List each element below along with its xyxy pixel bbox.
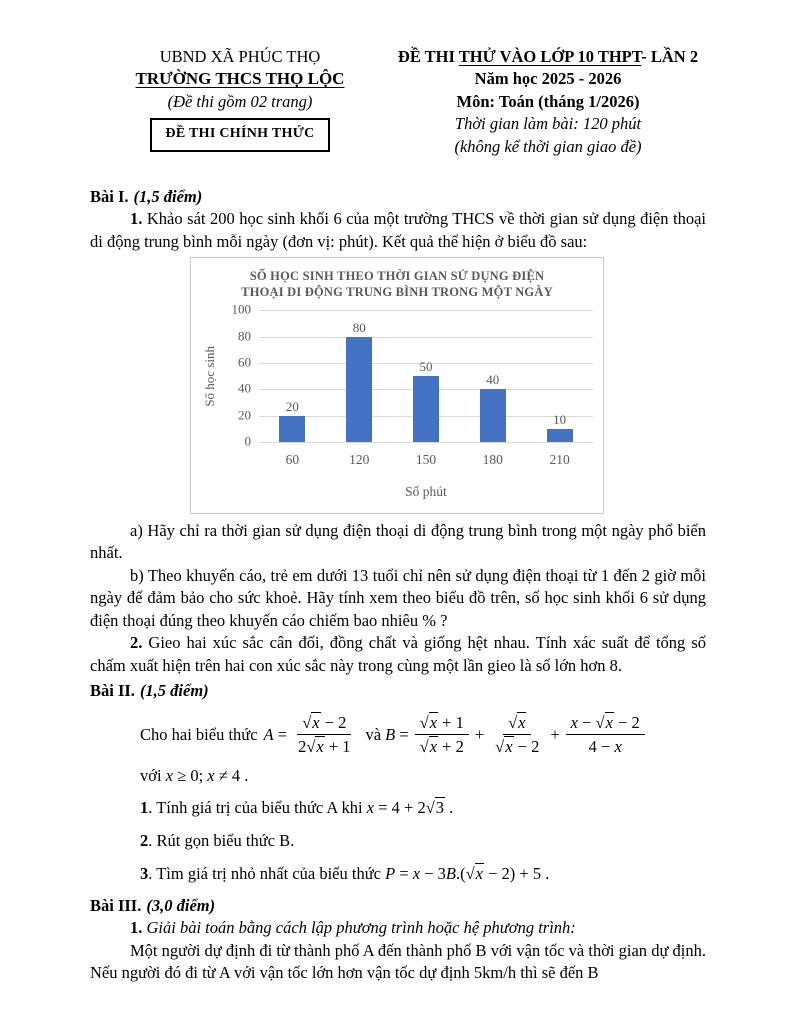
- expr-b-f3-denominator: 4 − x: [588, 737, 622, 757]
- bai2-item-3-post: .: [541, 863, 550, 883]
- x-tick-label: 60: [285, 452, 300, 468]
- bai2-expressions-row: [140, 712, 706, 757]
- bai1-q2-paragraph: [90, 632, 706, 677]
- chart-title-line1: SỐ HỌC SINH THEO THỜI GIAN SỬ DỤNG ĐIỆN: [249, 269, 545, 284]
- chart-grid: [201, 301, 593, 505]
- y-tick-label: 0: [244, 433, 251, 449]
- chart-yticks: [219, 301, 259, 449]
- bai2-item-1-text: . Tính giá trị của biểu thức A khi: [148, 797, 367, 817]
- x-tick-label: 120: [349, 452, 370, 468]
- expr-a-denominator: 2√x + 1: [298, 737, 351, 757]
- y-tick-label: 100: [231, 301, 251, 317]
- bai2-item-2-number: 2: [140, 830, 149, 850]
- bar-group: [459, 310, 526, 442]
- org-name: UBND XÃ PHÚC THỌ: [159, 47, 321, 66]
- bai3-heading: [90, 895, 706, 917]
- bai1-q1-text: Khảo sát 200 học sinh khối 6 của một trường THCS về thời gian sử dụng điện thoại di động trung bình mỗi ngày (đơn vị: phút). Kết quả thể hiện ở biểu đồ sau:: [90, 209, 706, 251]
- plus-operator: +: [550, 724, 560, 744]
- expr-b-lhs: B =: [385, 724, 409, 744]
- bai1-heading-label: Bài I.: [90, 187, 129, 207]
- duration-note: (không kể thời gian giao đề): [454, 136, 642, 156]
- pages-note: (Đề thi gồm 02 trang): [167, 91, 313, 111]
- plus-operator: +: [474, 724, 485, 744]
- duration: Thời gian làm bài: 120 phút: [454, 114, 642, 134]
- y-tick-label: 20: [238, 407, 251, 423]
- bai3-heading-label: Bài III.: [90, 895, 142, 915]
- expr-a-fraction: [293, 712, 355, 757]
- bar-group: [393, 310, 460, 442]
- bai1-q1-paragraph: [90, 208, 706, 253]
- exam-title-post: - LẦN 2: [641, 47, 699, 66]
- bai2-heading-label: Bài II.: [90, 680, 135, 700]
- bar: [346, 337, 372, 443]
- chart-y-axis-title: Số học sinh: [201, 345, 217, 407]
- expr-b-f2-denominator: √x − 2: [495, 737, 540, 757]
- gridline: [259, 442, 593, 443]
- exam-title: [390, 46, 706, 68]
- exam-title-pre: ĐỀ THI: [397, 47, 459, 66]
- chart-title: [201, 268, 593, 300]
- school-name: TRƯỜNG THCS THỌ LỘC: [135, 69, 345, 89]
- bai2-item-2-text: . Rút gọn biểu thức B.: [148, 830, 295, 850]
- y-tick-label: 80: [238, 327, 251, 343]
- bar-value-label: 50: [419, 359, 433, 375]
- bai2-item-1: [140, 795, 706, 821]
- expr-b-fraction-3: [566, 712, 645, 757]
- bai1-qb-paragraph: b) Theo khuyến cáo, trẻ em dưới 13 tuổi chỉ nên sử dụng điện thoại từ 1 đến 2 giờ mỗi ngày để đảm bảo cho sức khoẻ. Hãy tính xem theo biểu đồ trên, số học sinh khối 6 sử dụng điện thoại đúng theo khuyến cáo chiếm bao nhiêu % ?: [90, 565, 706, 630]
- bai2-item-1-post: .: [445, 797, 454, 817]
- and-text: và: [365, 724, 382, 744]
- official-exam-box: ĐỀ THI CHÍNH THỨC: [150, 118, 329, 151]
- bai3-q1-line: [90, 917, 706, 939]
- header: [90, 46, 706, 158]
- expr-a-lhs: A =: [263, 724, 288, 744]
- bai1-q2-number: 2.: [130, 633, 143, 653]
- bar-value-label: 20: [285, 398, 299, 414]
- header-right-block: [390, 46, 706, 158]
- bai3-problem-paragraph: Một người dự định đi từ thành phố A đến thành phố B với vận tốc và thời gian dự định. Nếu người đó đi từ A với vận tốc lớn hơn vận tốc dự định 5km/h thì sẽ đến B: [90, 940, 706, 982]
- expr-b-f2-numerator: √x: [503, 712, 531, 735]
- chart-title-line2: THOẠI DI ĐỘNG TRUNG BÌNH TRONG MỘT NGÀY: [241, 285, 553, 300]
- bai2-heading: [90, 680, 706, 702]
- bar: [279, 416, 305, 442]
- bar-value-label: 40: [486, 372, 500, 388]
- chart-xticks: [259, 449, 593, 471]
- bar-chart: [190, 257, 604, 514]
- bai3-q1-italic-text: Giải bài toán bằng cách lập phương trình hoặc hệ phương trình:: [142, 918, 576, 938]
- bai1-qa-paragraph: a) Hãy chỉ ra thời gian sử dụng điện thoại di động trung bình trong một ngày phổ biến nhất.: [90, 521, 706, 563]
- bar-group: [526, 310, 593, 442]
- expr-a-numerator: √x − 2: [297, 712, 351, 735]
- domain-pre: với: [140, 766, 166, 786]
- bai2-item-2: [140, 828, 706, 854]
- bar: [413, 376, 439, 442]
- x-tick-label: 150: [415, 452, 437, 468]
- domain-math: x ≥ 0; x ≠ 4: [165, 766, 241, 786]
- x-tick-label: 210: [549, 452, 570, 468]
- exam-title-underlined: THỬ VÀO LỚP 10 THPT: [458, 47, 642, 66]
- bai1-q2-text: Gieo hai xúc sắc cân đối, đồng chất và giống hệt nhau. Tính xác suất để tổng số chấm xuất hiện trên hai con xúc sắc này trong cùng một lần gieo là số lớn hơn 8.: [90, 633, 706, 675]
- chart-x-axis-title: Số phút: [405, 483, 447, 499]
- header-left-block: [90, 46, 390, 158]
- bar-value-label: 10: [553, 412, 567, 428]
- bai2-item-3: [140, 861, 706, 887]
- bai2-domain-line: [140, 765, 706, 787]
- bar: [547, 429, 573, 442]
- bar-group: [326, 310, 393, 442]
- expr-b-fraction-1: [415, 712, 469, 757]
- bar-value-label: 80: [352, 319, 366, 335]
- bai2-item-3-math: P = x − 3B.(√x − 2) + 5: [385, 863, 542, 883]
- expr-b-f3-numerator: x − √x − 2: [566, 712, 645, 735]
- expr-b-f1-numerator: √x + 1: [415, 712, 469, 735]
- bai2-item-3-number: 3: [140, 863, 149, 883]
- bai2-intro-text: Cho hai biểu thức: [140, 724, 258, 744]
- bai2-item-1-number: 1: [140, 797, 149, 817]
- bai2-points: (1,5 điểm): [139, 680, 209, 700]
- domain-post: .: [240, 766, 249, 786]
- subject: Môn: Toán (tháng 1/2026): [456, 91, 640, 111]
- bar: [480, 389, 506, 442]
- bar-group: [259, 310, 326, 442]
- bai3-points: (3,0 điểm): [146, 895, 216, 915]
- chart-bars: [259, 310, 593, 442]
- x-tick-label: 180: [482, 452, 503, 468]
- bai1-q1-number: 1.: [130, 209, 143, 229]
- chart-plot: [259, 310, 593, 442]
- bai3-q1-number: 1.: [130, 918, 143, 938]
- bai1-heading: [90, 186, 706, 208]
- bai2-item-3-text: . Tìm giá trị nhỏ nhất của biểu thức: [148, 863, 386, 883]
- y-tick-label: 40: [238, 380, 251, 396]
- bai2-item-1-math: x = 4 + 2√3: [366, 797, 445, 817]
- expr-b-fraction-2: [490, 712, 544, 757]
- bai1-points: (1,5 điểm): [133, 187, 203, 207]
- y-tick-label: 60: [238, 354, 251, 370]
- school-year: Năm học 2025 - 2026: [474, 69, 622, 89]
- expr-b-f1-denominator: √x + 2: [419, 737, 464, 757]
